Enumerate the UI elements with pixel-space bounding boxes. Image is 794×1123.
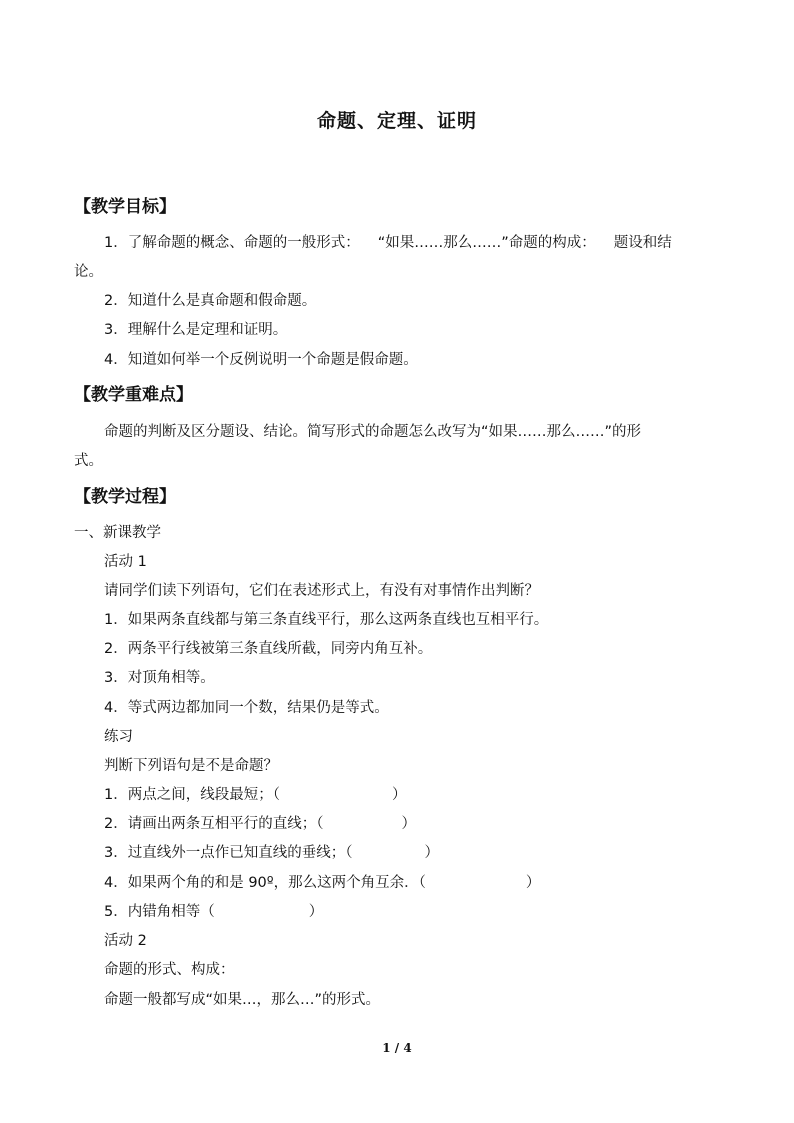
practice-label: 练习: [104, 729, 133, 745]
keypoints-text-cont: 式。: [74, 453, 103, 469]
practice-prompt: 判断下列语句是不是命题？: [104, 758, 278, 774]
activity-1-prompt: 请同学们读下列语句，它们在表述形式上，有没有对事情作出判断？: [104, 583, 539, 599]
goal-item-4: 4．知道如何举一个反例说明一个命题是假命题。: [104, 352, 418, 368]
keypoints-text: 命题的判断及区分题设、结论。简写形式的命题怎么改写为“如果……那么……”的形: [104, 424, 642, 440]
goal-item-3: 3．理解什么是定理和证明。: [104, 322, 288, 338]
question-5: 5．内错角相等（ ）: [104, 904, 324, 920]
activity-2-label: 活动 2: [104, 933, 147, 949]
statement-2: 2．两条平行线被第三条直线所截，同旁内角互补。: [104, 641, 433, 657]
goals-heading: 【教学目标】: [74, 197, 176, 217]
question-1: 1．两点之间，线段最短；（ ）: [104, 787, 407, 803]
keypoints-heading: 【教学重难点】: [74, 385, 193, 405]
statement-1: 1．如果两条直线都与第三条直线平行，那么这两条直线也互相平行。: [104, 612, 549, 628]
process-heading: 【教学过程】: [74, 487, 176, 507]
part-one-label: 一、新课教学: [74, 525, 161, 541]
page-number: 1 / 4: [382, 1041, 412, 1055]
statement-3: 3．对顶角相等。: [104, 670, 215, 686]
statement-4: 4．等式两边都加同一个数，结果仍是等式。: [104, 700, 389, 716]
goal-item-2: 2．知道什么是真命题和假命题。: [104, 293, 317, 309]
question-2: 2．请画出两条互相平行的直线；（ ）: [104, 816, 416, 832]
question-4: 4．如果两个角的和是 90º，那么这两个角互余．（ ）: [104, 875, 541, 891]
activity-1-label: 活动 1: [104, 554, 147, 570]
proposition-form-text: 命题一般都写成“如果…，那么…”的形式。: [104, 992, 381, 1008]
goal-item-1-cont: 论。: [74, 264, 103, 280]
proposition-form-label: 命题的形式、构成：: [104, 962, 235, 978]
question-3: 3．过直线外一点作已知直线的垂线；（ ）: [104, 845, 439, 861]
goal-item-1: 1．了解命题的概念、命题的一般形式： “如果……那么……”命题的构成： 题设和结: [104, 235, 672, 251]
page-title: 命题、定理、证明: [316, 110, 477, 132]
